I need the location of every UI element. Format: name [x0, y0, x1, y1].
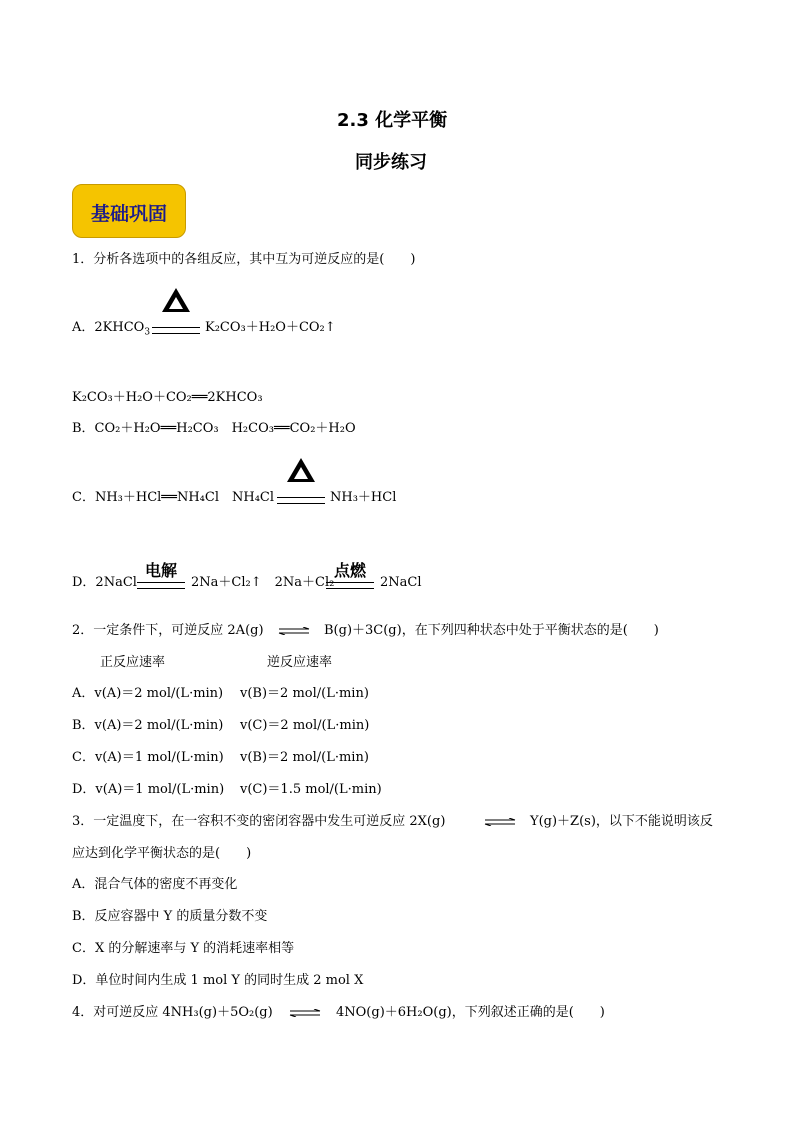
question-3-stem-left: 3．一定温度下，在一容积不变的密闭容器中发生可逆反应 2X(g)	[72, 814, 446, 829]
q2-option-d: D．v(A)＝1 mol/(L·min)	[72, 782, 225, 797]
q2-option-d-reverse: v(C)＝1.5 mol/(L·min)	[240, 782, 382, 797]
q3-option-b: B．反应容器中 Y 的质量分数不变	[72, 909, 268, 924]
question-3-stem-right: Y(g)＋Z(s)，以下不能说明该反	[530, 814, 713, 829]
q1-option-c-left: C．NH₃＋HCl══NH₄Cl NH₄Cl	[72, 490, 275, 505]
question-1-stem: 1．分析各选项中的各组反应，其中互为可逆反应的是( )	[72, 252, 416, 267]
q1-option-c-right: NH₃＋HCl	[330, 490, 397, 505]
q1-option-a-reverse: K₂CO₃＋H₂O＋CO₂══2KHCO₃	[72, 390, 263, 405]
q2-option-c-reverse: v(B)＝2 mol/(L·min)	[240, 750, 369, 765]
document-subtitle: 同步练习	[355, 152, 427, 173]
q2-option-b: B．v(A)＝2 mol/(L·min)	[72, 718, 224, 733]
q1-option-d-middle: 2Na＋Cl₂↑ 2Na＋Cl₂	[191, 575, 335, 590]
reversible-arrow-icon	[278, 627, 310, 635]
q1-option-b: B．CO₂＋H₂O══H₂CO₃ H₂CO₃══CO₂＋H₂O	[72, 421, 356, 436]
q1-option-a-equals	[152, 327, 200, 334]
q2-option-b-reverse: v(C)＝2 mol/(L·min)	[240, 718, 370, 733]
reversible-arrow-icon	[289, 1009, 321, 1017]
q2-option-a-reverse: v(B)＝2 mol/(L·min)	[240, 686, 369, 701]
q1-option-d-equals-1	[137, 582, 185, 589]
q1-option-c-equals	[277, 497, 325, 504]
q1-option-d-end: 2NaCl	[380, 575, 422, 590]
question-2-stem-left: 2．一定条件下，可逆反应 2A(g)	[72, 623, 264, 638]
q1-option-d-condition-ignite: 点燃	[334, 561, 367, 580]
document-title: 2.3 化学平衡	[337, 110, 448, 131]
section-badge	[72, 184, 186, 238]
q1-option-d-condition-electrolysis: 电解	[145, 561, 178, 580]
q1-option-d-equals-2	[326, 582, 374, 589]
question-4-stem-right: 4NO(g)＋6H₂O(g)，下列叙述正确的是( )	[336, 1005, 605, 1020]
question-3-stem-line2: 应达到化学平衡状态的是( )	[72, 846, 252, 861]
q2-column-reverse: 逆反应速率	[267, 655, 333, 670]
question-2-stem-right: B(g)＋3C(g)，在下列四种状态中处于平衡状态的是( )	[324, 623, 659, 638]
q1-option-a-products: K₂CO₃＋H₂O＋CO₂↑	[205, 320, 336, 335]
section-badge-label: 基础巩固	[90, 203, 167, 225]
question-4-stem-left: 4．对可逆反应 4NH₃(g)＋5O₂(g)	[72, 1005, 273, 1020]
q2-option-c: C．v(A)＝1 mol/(L·min)	[72, 750, 224, 765]
q3-option-c: C．X 的分解速率与 Y 的消耗速率相等	[72, 941, 295, 956]
q1-option-a-reactant: A．$2KHCO_3$	[72, 320, 151, 338]
heat-triangle-icon	[162, 288, 190, 312]
q1-option-d-prefix: D．2NaCl	[72, 575, 137, 590]
q2-option-a: A．v(A)＝2 mol/(L·min)	[72, 686, 224, 701]
reversible-arrow-icon	[484, 818, 516, 826]
q3-option-a: A．混合气体的密度不再变化	[72, 877, 238, 892]
heat-triangle-icon	[287, 458, 315, 482]
q2-column-forward: 正反应速率	[100, 655, 166, 670]
q3-option-d: D．单位时间内生成 1 mol Y 的同时生成 2 mol X	[72, 973, 364, 988]
